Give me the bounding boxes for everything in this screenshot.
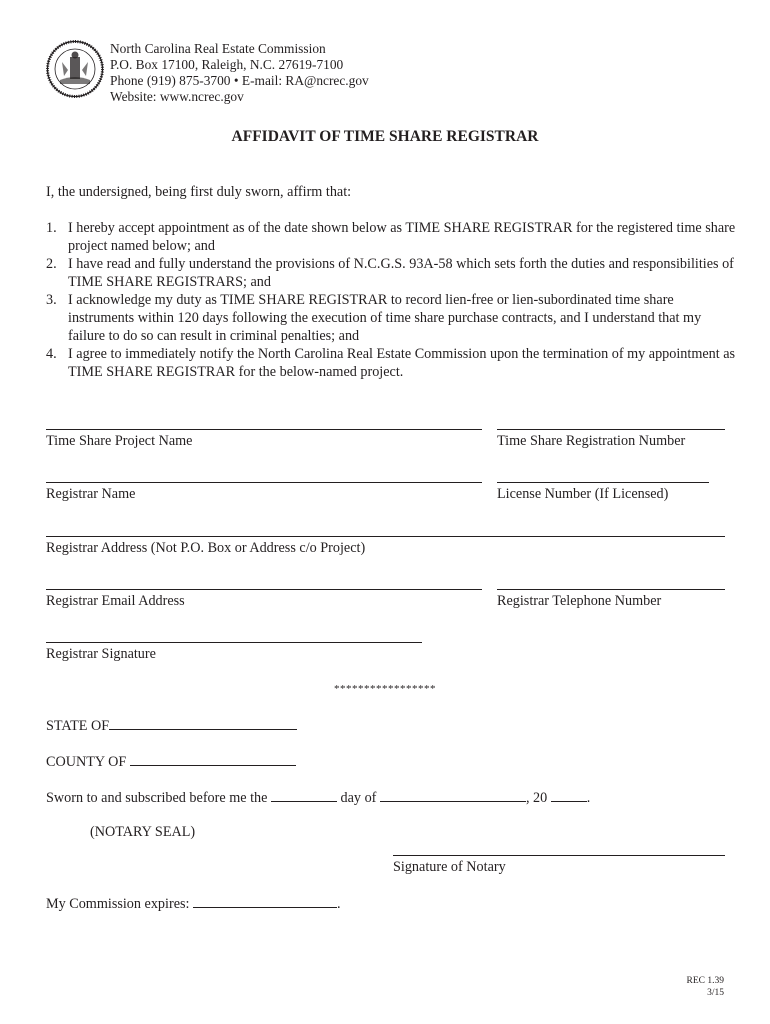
sworn-month-field[interactable] xyxy=(380,789,526,802)
registrar-phone-label: Registrar Telephone Number xyxy=(497,593,662,609)
sworn-row xyxy=(46,789,590,807)
registration-number-label: Time Share Registration Number xyxy=(497,433,686,449)
registrar-signature-label: Registrar Signature xyxy=(46,646,156,662)
county-field[interactable] xyxy=(130,753,296,766)
notary-seal-label: (NOTARY SEAL) xyxy=(90,824,196,840)
org-phone-email: Phone (919) 875-3700 • E-mail: RA@ncrec.gov xyxy=(110,73,369,88)
item-text: I agree to immediately notify the North Carolina Real Estate Commission upon the termination of my appointment as TIME SHARE REGISTRAR for the below-named project. xyxy=(68,346,736,380)
notary-signature-label: Signature of Notary xyxy=(393,859,506,875)
form-code: REC 1.39 xyxy=(686,976,724,986)
sworn-prefix: Sworn to and subscribed before me the xyxy=(46,790,268,806)
commission-row xyxy=(46,895,341,913)
state-label: STATE OF xyxy=(46,718,110,734)
commission-period: . xyxy=(337,896,341,912)
commission-label: My Commission expires: xyxy=(46,896,190,912)
org-website: Website: www.ncrec.gov xyxy=(110,89,244,104)
list-item xyxy=(46,255,736,291)
list-item xyxy=(46,291,736,345)
registrar-address-field[interactable] xyxy=(46,536,725,537)
item-text: I hereby accept appointment as of the date shown below as TIME SHARE REGISTRAR for the registered time share project named below; and xyxy=(68,220,736,254)
sworn-period: . xyxy=(586,790,591,806)
county-row xyxy=(46,753,296,771)
registrar-signature-field[interactable] xyxy=(46,642,422,643)
org-name: North Carolina Real Estate Commission xyxy=(110,41,326,56)
item-number: 4. xyxy=(46,346,57,362)
state-seal-icon xyxy=(46,40,104,98)
section-separator: ***************** xyxy=(334,683,436,695)
registrar-phone-field[interactable] xyxy=(497,589,725,590)
item-number: 1. xyxy=(46,220,57,236)
year-prefix: , 20 xyxy=(525,790,548,806)
form-revision: 3/15 xyxy=(707,988,724,998)
day-of-label: day of xyxy=(340,790,377,806)
registrar-email-label: Registrar Email Address xyxy=(46,593,185,609)
intro-text: I, the undersigned, being first duly sworn, affirm that: xyxy=(46,184,352,200)
registrar-name-field[interactable] xyxy=(46,482,482,483)
affirmation-list xyxy=(46,219,736,381)
list-item xyxy=(46,219,736,255)
item-number: 2. xyxy=(46,256,57,272)
page-title: AFFIDAVIT OF TIME SHARE REGISTRAR xyxy=(231,128,539,145)
license-number-label: License Number (If Licensed) xyxy=(497,486,669,502)
project-name-field[interactable] xyxy=(46,429,482,430)
item-number: 3. xyxy=(46,292,57,308)
license-number-field[interactable] xyxy=(497,482,709,483)
registrar-address-label: Registrar Address (Not P.O. Box or Address c/o Project) xyxy=(46,540,366,556)
registrar-email-field[interactable] xyxy=(46,589,482,590)
county-label: COUNTY OF xyxy=(46,754,127,770)
form-footer xyxy=(687,975,724,999)
commission-header xyxy=(110,41,369,105)
project-name-label: Time Share Project Name xyxy=(46,433,193,449)
org-address: P.O. Box 17100, Raleigh, N.C. 27619-7100 xyxy=(110,57,344,72)
notary-signature-field[interactable] xyxy=(393,855,725,856)
item-text: I acknowledge my duty as TIME SHARE REGISTRAR to record lien-free or lien-subordinated time share instruments within 120 days following the execution of time share purchase contracts, and I understand that my failure to do so can result in criminal penalties; and xyxy=(68,292,702,344)
sworn-day-field[interactable] xyxy=(271,789,337,802)
sworn-year-field[interactable] xyxy=(551,789,587,802)
list-item xyxy=(46,345,736,381)
state-row xyxy=(46,717,297,735)
registrar-name-label: Registrar Name xyxy=(46,486,136,502)
commission-expiry-field[interactable] xyxy=(193,895,337,908)
item-text: I have read and fully understand the provisions of N.C.G.S. 93A-58 which sets forth the duties and responsibilities of TIME SHARE REGISTRARS; and xyxy=(68,256,734,290)
registration-number-field[interactable] xyxy=(497,429,725,430)
state-field[interactable] xyxy=(109,717,297,730)
